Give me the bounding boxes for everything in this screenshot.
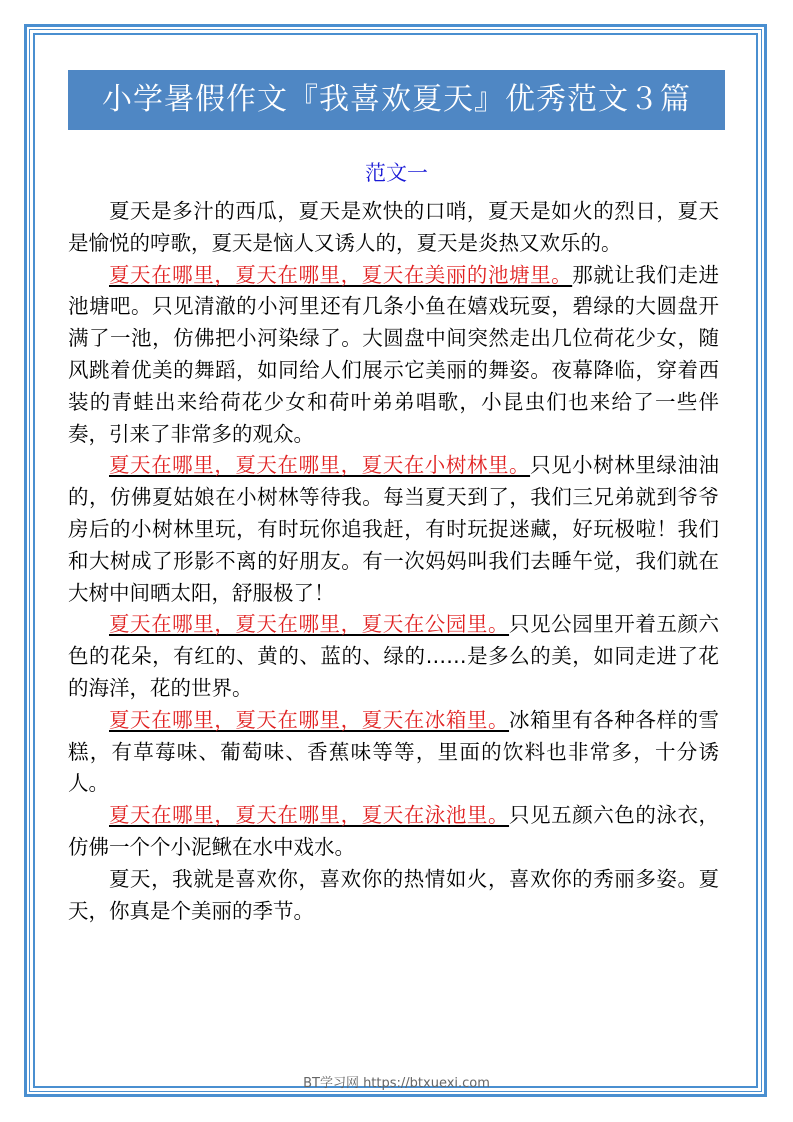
essay-body <box>68 196 719 927</box>
paragraph-highlight: 夏天在哪里，夏天在哪里，夏天在泳池里。 <box>109 803 510 828</box>
paragraph-5 <box>68 705 719 800</box>
paragraph-2 <box>68 260 719 451</box>
paragraph-6 <box>68 800 719 864</box>
paragraph-highlight: 夏天在哪里，夏天在哪里，夏天在公园里。 <box>109 612 510 637</box>
paragraph-highlight: 夏天在哪里，夏天在哪里，夏天在美丽的池塘里。 <box>109 262 573 287</box>
paragraph-3 <box>68 450 719 609</box>
paragraph-text: 夏天，我就是喜欢你，喜欢你的热情如火，喜欢你的秀丽多姿。夏天，你真是个美丽的季节。 <box>68 866 719 923</box>
paragraph-highlight: 夏天在哪里，夏天在哪里，夏天在小树林里。 <box>109 453 531 478</box>
paragraph-text: 只见五颜六色的泳衣，仿佛一个个小泥鳅在水中戏水。 <box>68 803 720 859</box>
paragraph-4 <box>68 609 719 704</box>
paragraph-text: 那就让我们走进池塘吧。只见清澈的小河里还有几条小鱼在嬉戏玩耍，碧绿的大圆盘开满了一池，仿佛把小河染绿了。大圆盘中间突然走出几位荷花少女，随风跳着优美的舞蹈，如同给人们展示它美丽的舞姿。夜幕降临，穿着西装的青蛙出来给荷花少女和荷叶弟弟唱歌，小昆虫们也来给了一些伴奏，引来了非常多的观众。 <box>68 262 720 446</box>
paragraph-text: 夏天是多汁的西瓜，夏天是欢快的口哨，夏天是如火的烈日，夏天是愉悦的哼歌，夏天是恼人又诱人的，夏天是炎热又欢乐的。 <box>68 199 719 255</box>
paragraph-text: 只见公园里开着五颜六色的花朵，有红的、黄的、蓝的、绿的……是多么的美，如同走进了花的海洋，花的世界。 <box>68 612 720 700</box>
paragraph-7 <box>68 864 719 928</box>
paragraph-1 <box>68 196 719 260</box>
document-title: 小学暑假作文『我喜欢夏天』优秀范文３篇 <box>68 70 725 130</box>
section-subtitle: 范文一 <box>365 161 428 185</box>
paragraph-text: 只见小树林里绿油油的，仿佛夏姑娘在小树林等待我。每当夏天到了，我们三兄弟就到爷爷房后的小树林里玩，有时玩你追我赶，有时玩捉迷藏，好玩极啦！我们和大树成了形影不离的好朋友。有一次妈妈叫我们去睡午觉，我们就在大树中间晒太阳，舒服极了！ <box>68 453 720 605</box>
paragraph-text: 冰箱里有各种各样的雪糕，有草莓味、葡萄味、香蕉味等等，里面的饮料也非常多，十分诱人。 <box>68 707 720 796</box>
paragraph-highlight: 夏天在哪里，夏天在哪里，夏天在冰箱里。 <box>109 707 510 732</box>
footer-source: BT学习网 https://btxuexi.com <box>303 1076 490 1091</box>
